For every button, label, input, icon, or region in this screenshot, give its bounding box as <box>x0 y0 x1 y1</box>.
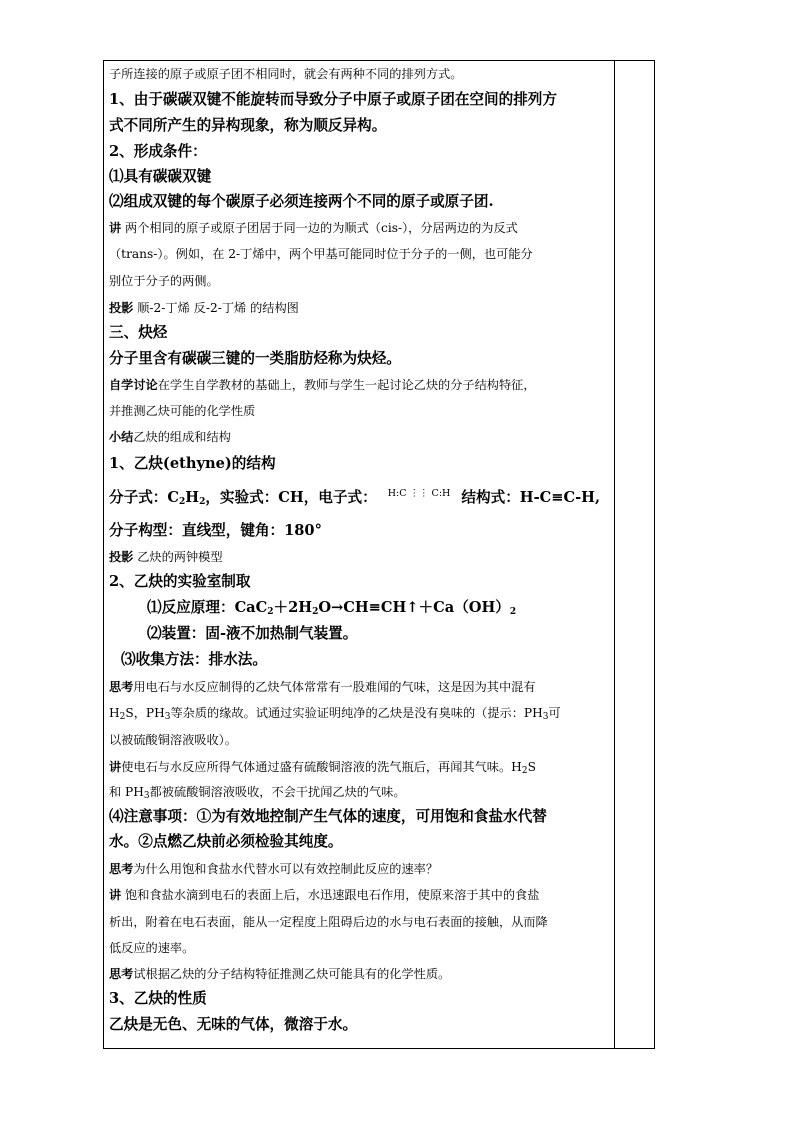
text-line: $H_2S$，$PH_3$等杂质的缘故。试通过实验证明纯净的乙炔是没有臭味的（提示：$PH_3$可 <box>109 706 561 722</box>
text-line: 并推测乙炔可能的化学性质 <box>109 404 256 418</box>
heading: 2、形成条件： <box>109 143 207 160</box>
heading: 1、乙炔(ethyne)的结构 <box>109 455 276 472</box>
text-line: 低反应的速率。 <box>109 941 195 955</box>
projection-line: 投影 顺-2-丁烯 反-2-丁烯 的结构图 <box>109 301 299 315</box>
definition-line: 分子里含有碳碳三键的一类脂肪烃称为炔烃。 <box>109 350 401 367</box>
text-line: 和 $PH_3$都被硫酸铜溶液吸收，不会干扰闻乙炔的气味。 <box>109 785 406 801</box>
definition-line: 式不同所产生的异构现象，称为顺反异构。 <box>109 117 387 134</box>
text-line: 别位于分子的两侧。 <box>109 274 219 288</box>
think-line: 思考为什么用饱和食盐水代替水可以有效控制此反应的速率？ <box>109 862 439 876</box>
think-line: 思考用电石与水反应制得的乙炔气体常常有一股难闻的气味，这是因为其中混有 <box>109 680 536 694</box>
text-line: 子所连接的原子或原子团不相同时，就会有两种不同的排列方式。 <box>109 67 463 81</box>
lecture-line: 讲 两个相同的原子或原子团居于同一边的为顺式（cis-），分居两边的为反式 <box>109 221 518 235</box>
column-divider <box>614 61 615 1048</box>
think-line: 思考试根据乙炔的分子结构特征推测乙炔可能具有的化学性质。 <box>109 967 451 981</box>
section-heading: 三、炔烃 <box>109 324 168 341</box>
structure-line: 分子构型：直线型，键角：180° <box>109 522 322 539</box>
notes-line: ⑷注意事项：①为有效地控制产生气体的速度，可用饱和食盐水代替 <box>109 808 547 825</box>
summary-line: 小结乙炔的组成和结构 <box>109 430 231 444</box>
lesson-table <box>103 60 655 1049</box>
property-line: 乙炔是无色、无味的气体，微溶于水。 <box>109 1016 358 1033</box>
text-line: （trans-）。例如，在 2-丁烯中，两个甲基可能同时位于分子的一侧，也可能分 <box>109 247 533 261</box>
reaction-line: ⑴反应原理：$CaC_2+2H_2O\to CH\equiv CH↑+Ca(OH)_2$ <box>147 599 517 617</box>
lecture-line: 讲使电石与水反应所得气体通过盛有硫酸铜溶液的洗气瓶后，再闻其气味。$H_2S$ <box>109 760 536 776</box>
lecture-line: 讲 饱和食盐水滴到电石的表面上后，水迅速跟电石作用，使原来溶于其中的食盐 <box>109 888 540 902</box>
condition-item: ⑴具有碳碳双键 <box>109 168 212 185</box>
electron-formula: H:C ⋮⋮ C:H <box>387 488 451 499</box>
text-line: 析出，附着在电石表面，能从一定程度上阻碍后边的水与电石表面的接触，从而降 <box>109 915 548 929</box>
definition-line: 1、由于碳碳双键不能旋转而导致分子中原子或原子团在空间的排列方 <box>109 91 557 108</box>
condition-item: ⑵组成双键的每个碳原子必须连接两个不同的原子或原子团. <box>109 193 494 210</box>
text-line: 以被硫酸铜溶液吸收）。 <box>109 733 237 747</box>
notes-line: 水。②点燃乙炔前必须检验其纯度。 <box>109 833 343 850</box>
discussion-line: 自学讨论在学生自学教材的基础上，教师与学生一起讨论乙炔的分子结构特征， <box>109 378 536 392</box>
formula-line: 分子式：$C_2H_2$，实验式：CH，电子式： $^{H:C ⋮⋮ C:H}$ 结构式：H-C≡C-H, <box>109 488 601 507</box>
heading: 3、乙炔的性质 <box>109 990 207 1007</box>
apparatus-line: ⑵装置：固-液不加热制气装置。 <box>147 625 358 642</box>
collection-line: ⑶收集方法：排水法。 <box>121 651 267 668</box>
heading: 2、乙炔的实验室制取 <box>109 573 251 590</box>
projection-line: 投影 乙炔的两钟模型 <box>109 550 223 564</box>
